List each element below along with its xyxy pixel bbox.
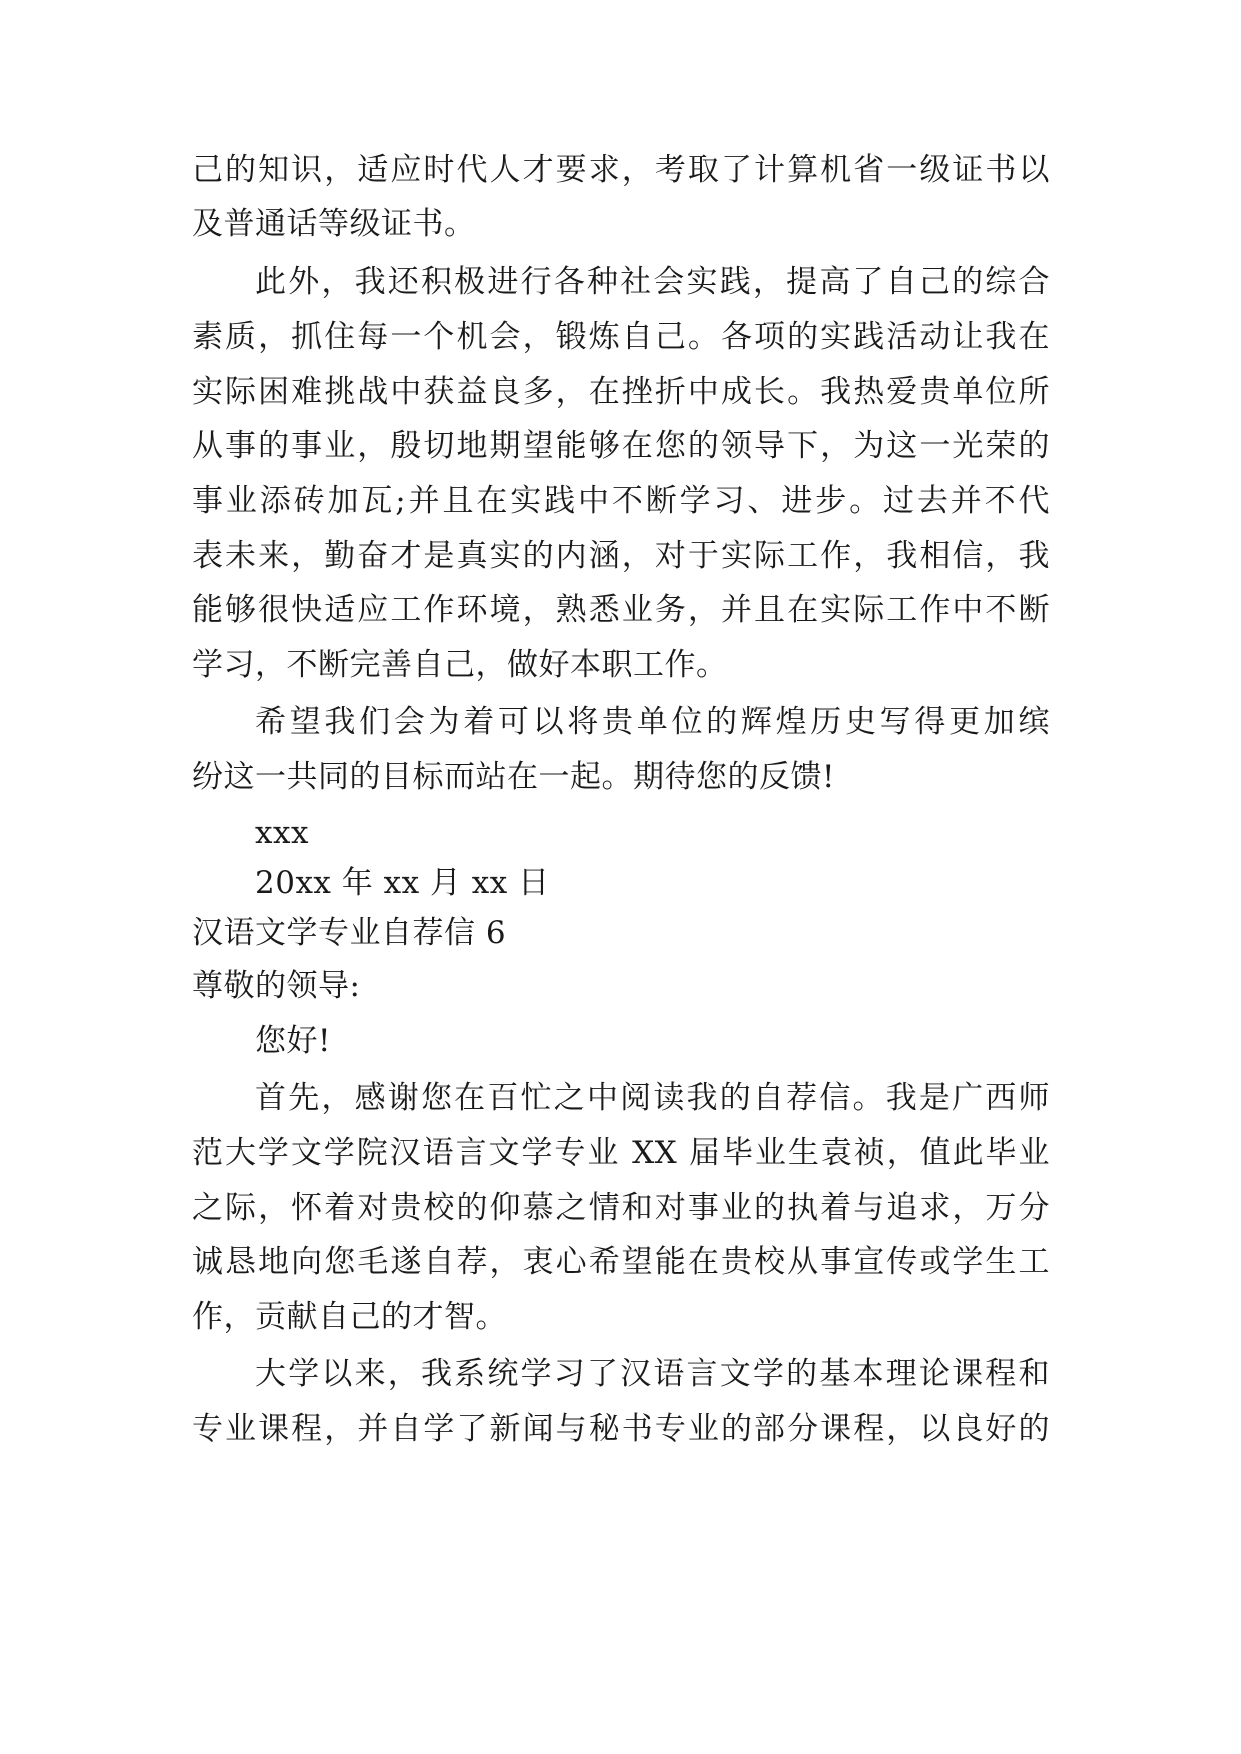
text-line: 能够很快适应工作环境，熟悉业务，并且在实际工作中不断: [192, 592, 1050, 628]
section-title: 汉语文学专业自荐信 6: [192, 915, 507, 951]
paragraph-start-line: 首先，感谢您在百忙之中阅读我的自荐信。我是广西师: [255, 1080, 1050, 1116]
text-line: 作，贡献自己的才智。: [192, 1299, 507, 1335]
paragraph-start-line: 希望我们会为着可以将贵单位的辉煌历史写得更加缤: [255, 704, 1050, 740]
text-line: 及普通话等级证书。: [192, 206, 476, 242]
text-line: 之际，怀着对贵校的仰慕之情和对事业的执着与追求，万分: [192, 1190, 1050, 1226]
text-line: 素质，抓住每一个机会，锻炼自己。各项的实践活动让我在: [192, 319, 1050, 355]
text-line: 诚恳地向您毛遂自荐，衷心希望能在贵校从事宣传或学生工: [192, 1244, 1050, 1280]
text-line: 纷这一共同的目标而站在一起。期待您的反馈!: [192, 759, 835, 795]
text-line: 表未来，勤奋才是真实的内涵，对于实际工作，我相信，我: [192, 538, 1050, 574]
greeting: 您好!: [255, 1023, 331, 1059]
text-line: 实际困难挑战中获益良多，在挫折中成长。我热爱贵单位所: [192, 374, 1050, 410]
text-line: 事业添砖加瓦;并且在实践中不断学习、进步。过去并不代: [192, 483, 1050, 519]
paragraph-start-line: 此外，我还积极进行各种社会实践，提高了自己的综合: [255, 264, 1050, 300]
text-line: 己的知识，适应时代人才要求，考取了计算机省一级证书以: [192, 152, 1050, 188]
text-line: 专业课程，并自学了新闻与秘书专业的部分课程，以良好的: [192, 1411, 1050, 1447]
signature-date: 20xx 年 xx 月 xx 日: [255, 865, 550, 901]
text-line: 从事的事业，殷切地期望能够在您的领导下，为这一光荣的: [192, 428, 1050, 464]
text-line: 范大学文学院汉语言文学专业 XX 届毕业生袁祯，值此毕业: [192, 1135, 1050, 1171]
text-line: 学习，不断完善自己，做好本职工作。: [192, 647, 728, 683]
signature-name: xxx: [255, 815, 309, 851]
salutation: 尊敬的领导:: [192, 968, 361, 1004]
paragraph-start-line: 大学以来，我系统学习了汉语言文学的基本理论课程和: [255, 1356, 1050, 1392]
